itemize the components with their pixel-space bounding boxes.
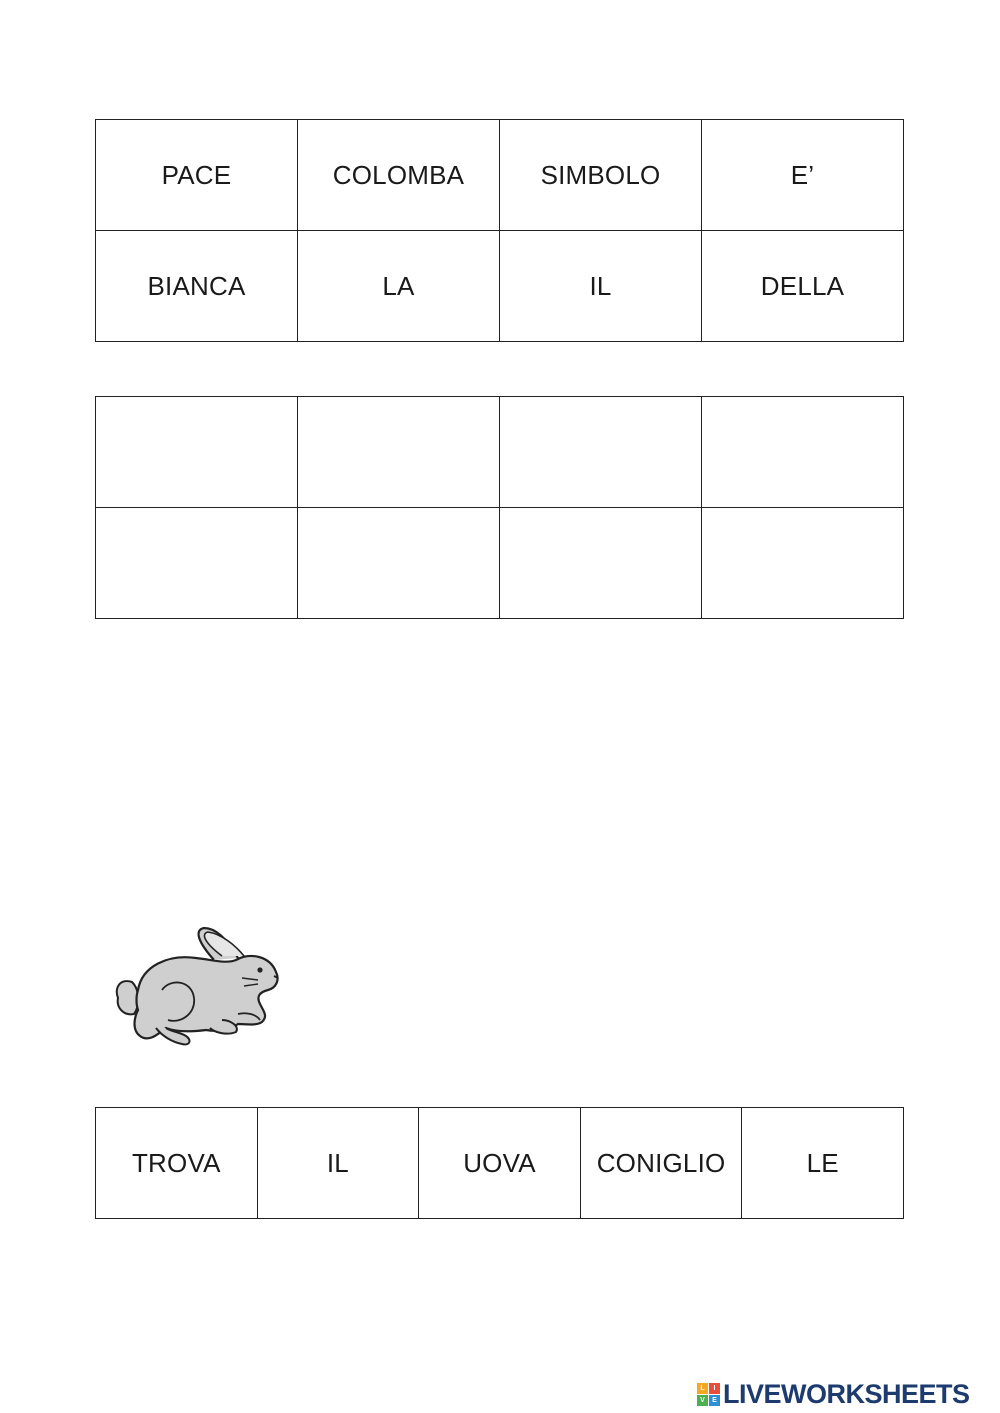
word-cell[interactable]: SIMBOLO <box>500 120 702 231</box>
answer-drop-cell[interactable] <box>96 397 298 508</box>
answer-drop-cell[interactable] <box>298 508 500 619</box>
word-cell[interactable]: LE <box>742 1108 904 1219</box>
watermark-text: LIVEWORKSHEETS <box>723 1378 970 1409</box>
logo-block: I <box>709 1383 720 1394</box>
logo-block: L <box>697 1383 708 1394</box>
answer-drop-cell[interactable] <box>702 397 904 508</box>
word-cell[interactable]: BIANCA <box>96 231 298 342</box>
logo-block: E <box>709 1395 720 1406</box>
table-row <box>96 120 904 231</box>
word-cell[interactable]: UOVA <box>419 1108 581 1219</box>
answer-drop-cell[interactable] <box>298 397 500 508</box>
word-cell[interactable]: CONIGLIO <box>580 1108 742 1219</box>
word-grid-top <box>95 119 904 342</box>
word-cell[interactable]: LA <box>298 231 500 342</box>
table-row <box>96 231 904 342</box>
word-grid-bottom <box>95 1107 904 1219</box>
logo-block: V <box>697 1395 708 1406</box>
word-cell[interactable]: IL <box>500 231 702 342</box>
answer-drop-cell[interactable] <box>500 508 702 619</box>
word-cell[interactable]: TROVA <box>96 1108 258 1219</box>
logo-blocks-icon <box>697 1383 720 1406</box>
table-row <box>96 397 904 508</box>
answer-drop-cell[interactable] <box>500 397 702 508</box>
word-cell[interactable]: E’ <box>702 120 904 231</box>
rabbit-icon <box>110 920 285 1055</box>
word-cell[interactable]: COLOMBA <box>298 120 500 231</box>
answer-grid <box>95 396 904 619</box>
answer-drop-cell[interactable] <box>702 508 904 619</box>
word-cell[interactable]: PACE <box>96 120 298 231</box>
word-cell[interactable]: IL <box>257 1108 419 1219</box>
table-row <box>96 508 904 619</box>
table-row <box>96 1108 904 1219</box>
word-cell[interactable]: DELLA <box>702 231 904 342</box>
liveworksheets-watermark <box>697 1376 970 1412</box>
answer-drop-cell[interactable] <box>96 508 298 619</box>
